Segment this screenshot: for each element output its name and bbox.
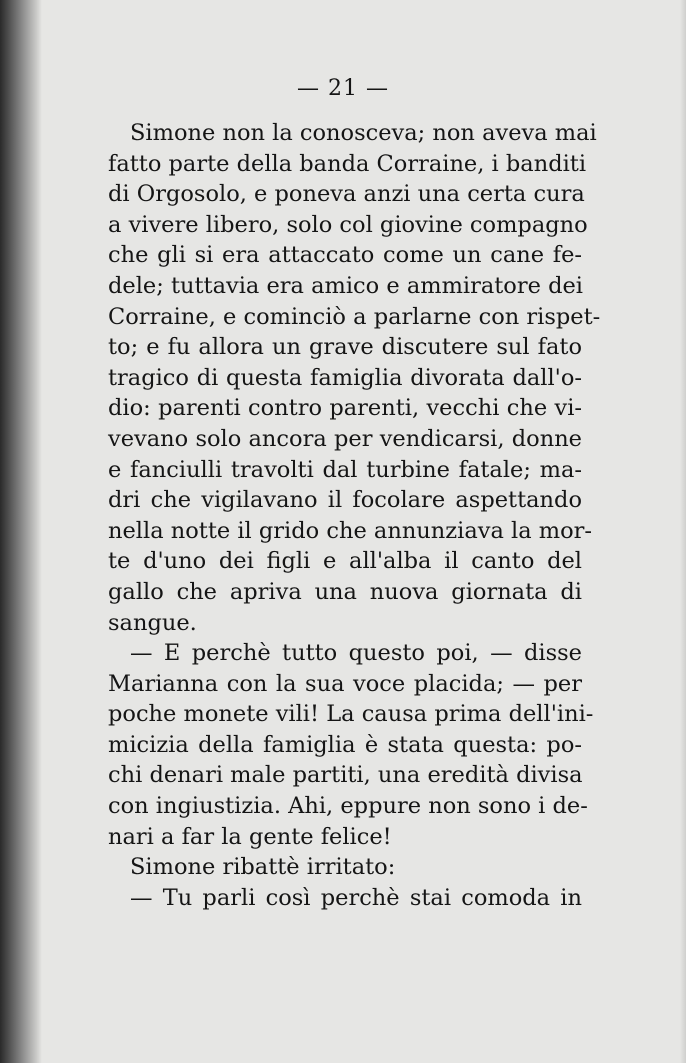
text-line: dele; tuttavia era amico e ammiratore dei	[108, 272, 583, 299]
body-text	[108, 118, 601, 913]
text-line: che gli si era attaccato come un cane fe-	[108, 242, 582, 269]
page-number: — 21 —	[297, 76, 389, 101]
text-line: Marianna con la sua voce placida; — per	[108, 670, 582, 697]
text-line: con ingiustizia. Ahi, eppure non sono i de-	[108, 793, 588, 820]
text-line: tragico di questa famiglia divorata dall'o-	[108, 364, 582, 391]
text-line: fatto parte della banda Corraine, i banditi	[108, 150, 587, 177]
text-line: poche monete vili! La causa prima dell'ini-	[108, 701, 594, 728]
text-line: — Tu parli così perchè stai comoda in	[130, 884, 582, 911]
text-line: a vivere libero, solo col giovine compagno	[108, 211, 588, 238]
text-line: dio: parenti contro parenti, vecchi che vi-	[108, 395, 582, 422]
text-line: Simone ribattè irritato:	[130, 854, 396, 881]
text-line: — E perchè tutto questo poi, — disse	[130, 640, 582, 667]
text-line: Simone non la conosceva; non aveva mai	[130, 120, 597, 146]
text-line: nella notte il grido che annunziava la mor-	[108, 517, 593, 544]
text-line: micizia della famiglia è stata questa: po-	[108, 731, 582, 758]
text-line: te d'uno dei figli e all'alba il canto del	[108, 548, 582, 575]
text-line: to; e fu allora un grave discutere sul fato	[108, 334, 582, 361]
text-line: di Orgosolo, e poneva anzi una certa cura	[108, 181, 585, 208]
text-line: Corraine, e cominciò a parlarne con rispet-	[108, 303, 601, 330]
text-line: nari a far la gente felice!	[108, 823, 392, 850]
binding-shadow	[0, 0, 42, 1063]
text-line: gallo che apriva una nuova giornata di	[108, 578, 582, 605]
page-edge	[680, 0, 686, 1063]
text-line: dri che vigilavano il focolare aspettando	[108, 487, 582, 514]
text-line: vevano solo ancora per vendicarsi, donne	[108, 425, 582, 452]
text-line: chi denari male partiti, una eredità divisa	[108, 762, 583, 789]
text-line: e fanciulli travolti dal turbine fatale; ma-	[108, 456, 582, 483]
text-line: sangue.	[108, 609, 197, 636]
